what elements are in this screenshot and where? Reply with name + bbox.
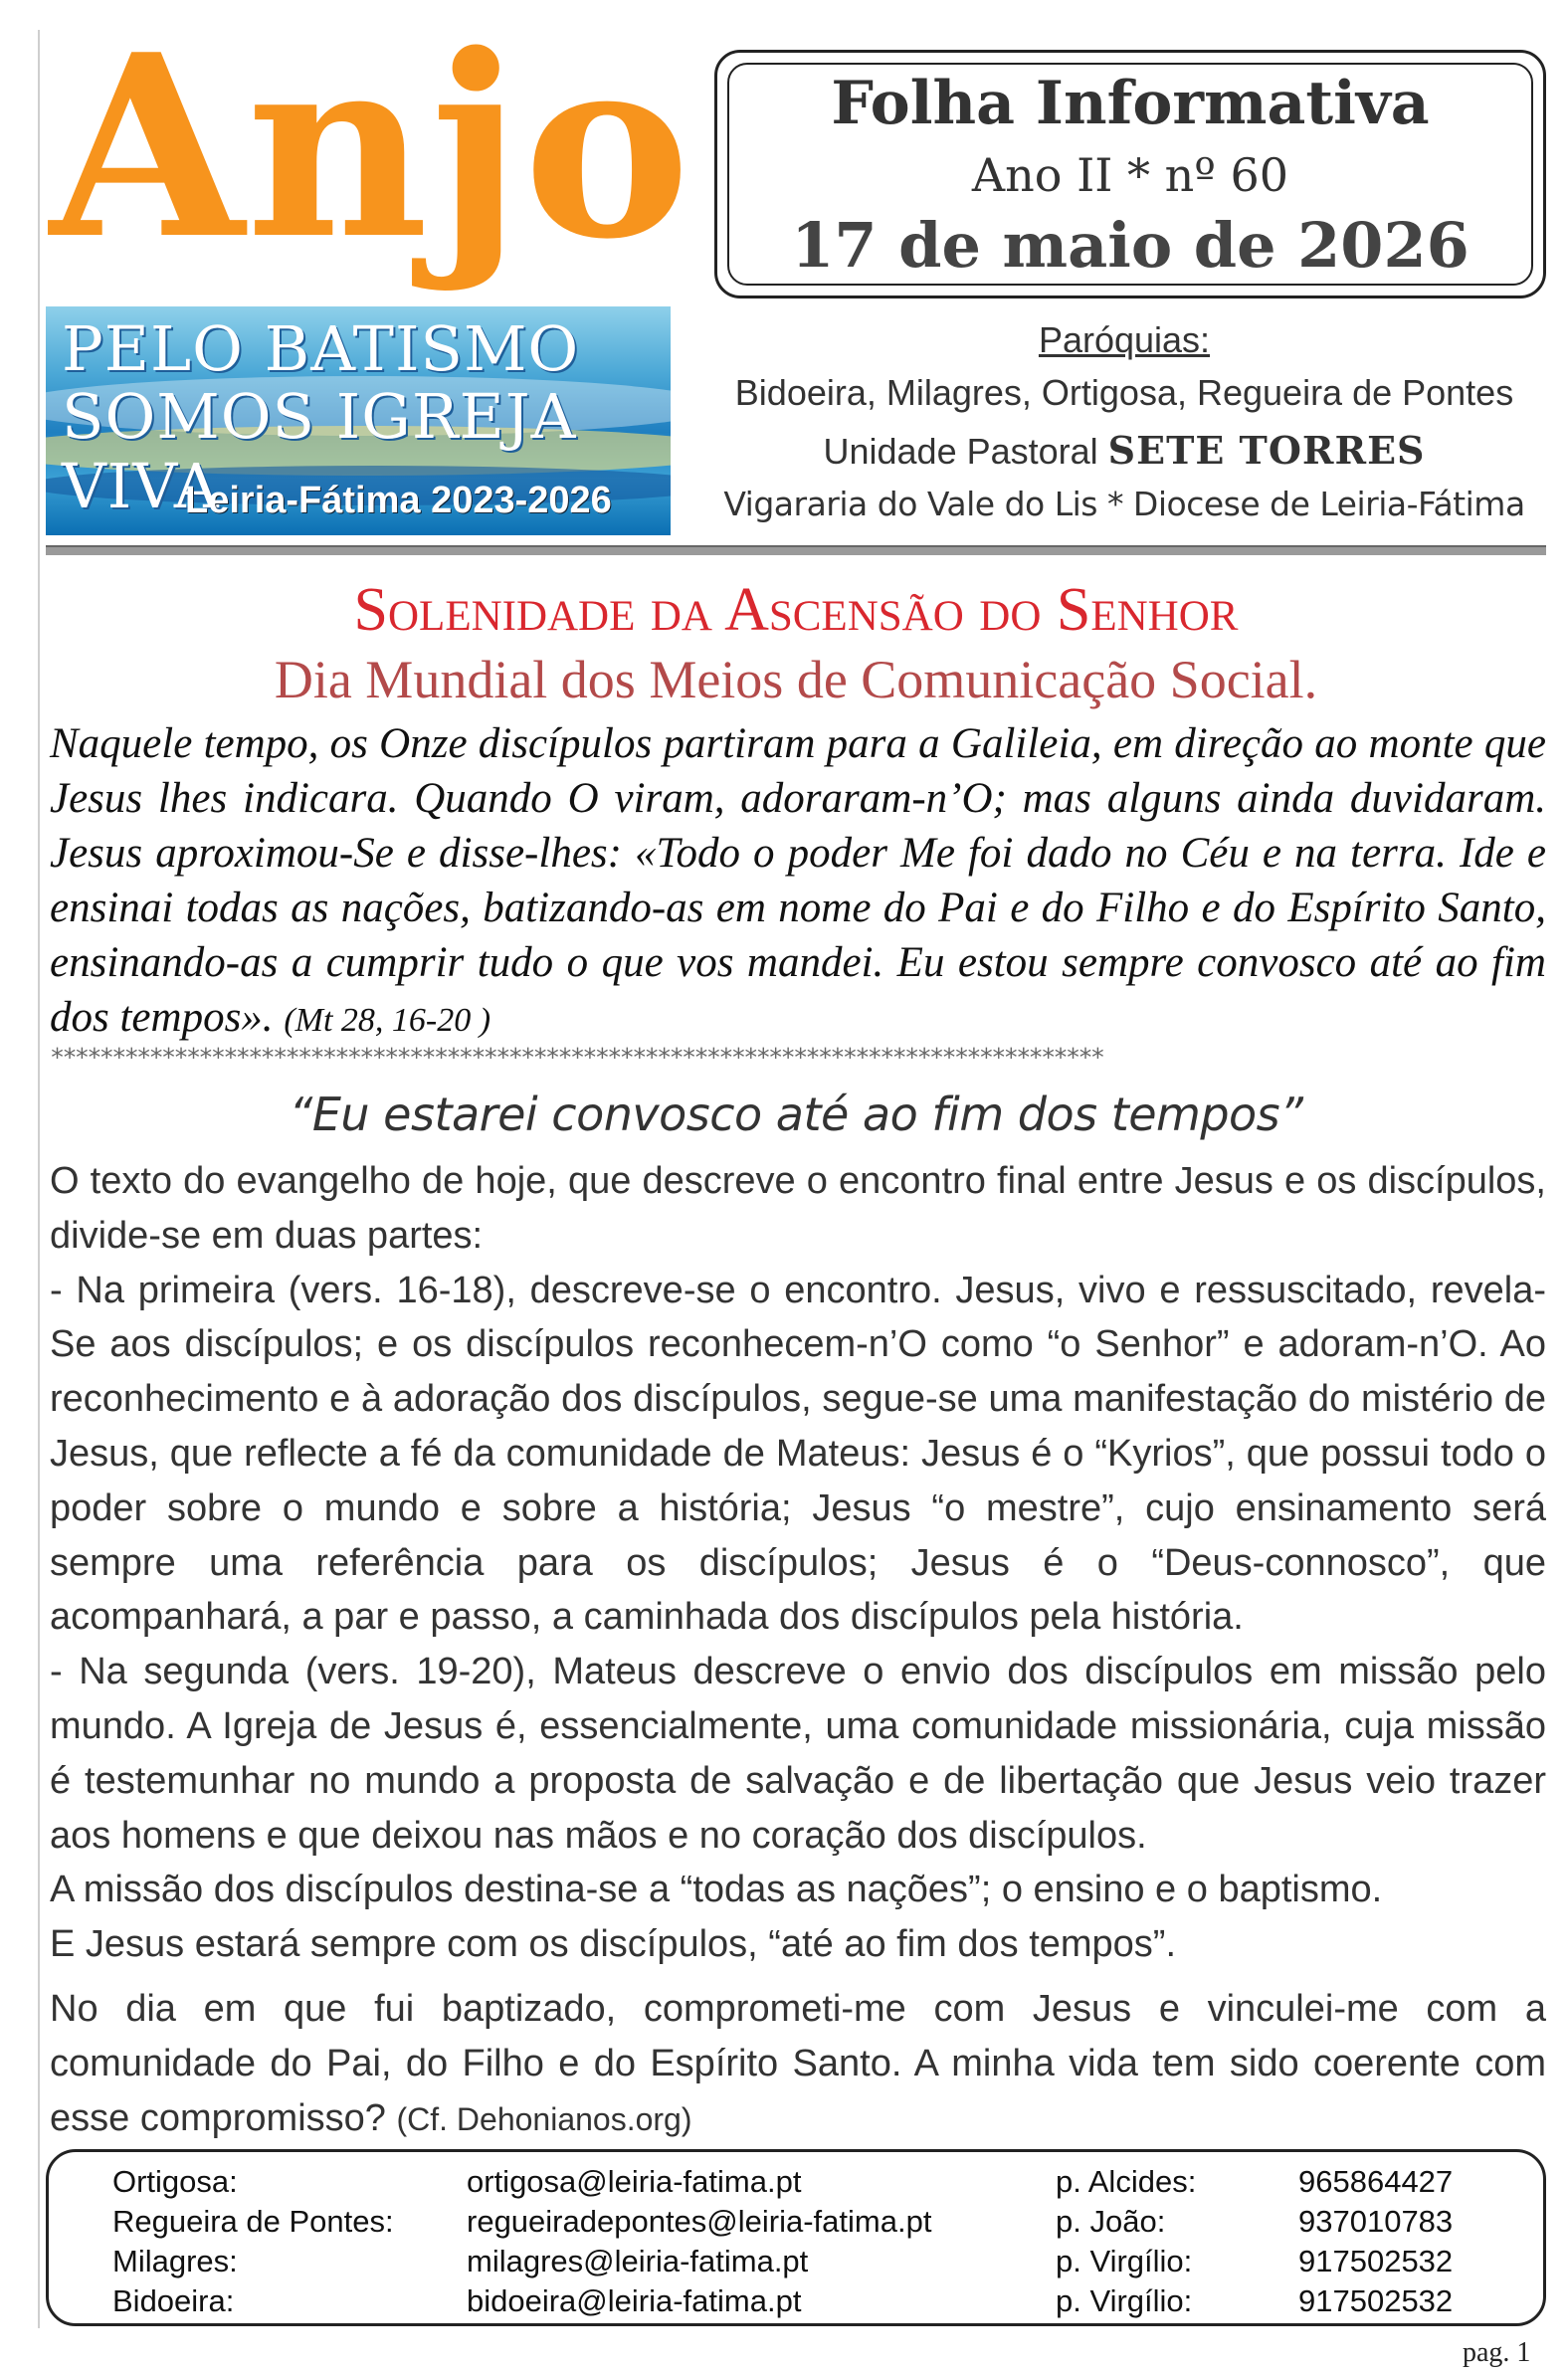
reflection-paragraph: E Jesus estará sempre com os discípulos, “até ao fim dos tempos”.	[50, 1923, 1177, 1966]
gospel-reference: (Mt 28, 16-20 )	[284, 1002, 491, 1039]
contact-phone: 917502532	[1298, 2244, 1454, 2278]
asterisk-separator: *************************************************************************************	[50, 1043, 1103, 1072]
banner-line-1: PELO BATISMO	[62, 312, 580, 385]
vicariate-diocese: Vigararia do Vale do Lis * Diocese de Leiria-Fátima	[723, 485, 1525, 523]
left-margin-rule	[38, 30, 40, 2328]
reflection-paragraph: - Na segunda (vers. 19-20), Mateus descreve o envio dos discípulos em missão pelo mundo. A Igreja de Jesus é, essencialmente, uma comunidade missionária, cuja missão é testemunhar no mundo a proposta de salvação e de libertação que Jesus veio trazer aos homens e que deixou nas mãos e no coração dos discípulos.	[50, 1651, 1546, 1857]
headline: Solenidade da Ascensão do Senhor	[353, 576, 1239, 644]
contact-priest: p. João:	[1056, 2204, 1166, 2239]
closing-question	[50, 1982, 1546, 2146]
contact-email[interactable]: bidoeira@leiria-fatima.pt	[467, 2283, 802, 2318]
reflection-body	[50, 1154, 1546, 1972]
contact-row	[49, 2242, 1549, 2281]
contact-email[interactable]: ortigosa@leiria-fatima.pt	[467, 2164, 802, 2199]
banner-line-2: SOMOS IGREJA VIVA	[62, 380, 577, 522]
contact-row	[49, 2162, 1549, 2202]
contact-row	[49, 2281, 1549, 2321]
contact-parish: Ortigosa:	[112, 2164, 238, 2199]
contact-priest: p. Alcides:	[1056, 2164, 1197, 2199]
contact-email[interactable]: regueiradepontes@leiria-fatima.pt	[467, 2204, 932, 2239]
reflection-title: “Eu estarei convosco até ao fim dos tempos”	[289, 1088, 1303, 1141]
subheadline: Dia Mundial dos Meios de Comunicação Social.	[274, 650, 1318, 709]
publication-label: Folha Informativa	[831, 69, 1430, 138]
contact-parish: Bidoeira:	[112, 2283, 235, 2318]
contact-row	[49, 2202, 1549, 2242]
closing-source: (Cf. Dehonianos.org)	[396, 2100, 692, 2137]
pastoral-unit-name: SETE TORRES	[1107, 428, 1426, 473]
reflection-paragraph: A missão dos discípulos destina-se a “todas as nações”; o ensino e o baptismo.	[50, 1869, 1383, 1911]
contacts-box	[46, 2149, 1546, 2326]
page-number: pag. 1	[1463, 2337, 1531, 2368]
contact-priest: p. Virgílio:	[1056, 2283, 1193, 2318]
reflection-paragraph: - Na primeira (vers. 16-18), descreve-se o encontro. Jesus, vivo e ressuscitado, revela-Se aos discípulos; e os discípulos reconhecem-n’O como “o Senhor” e adoram-n’O. Ao reconhecimento e à adoração dos discípulos, segue-se uma manifestação do mistério de Jesus, que reflecte a fé da comunidade de Mateus: Jesus é o “Kyrios”, que possui todo o poder sobre o mundo e sobre a história; Jesus “o mestre”, cujo ensinamento será sempre uma referência para os discípulos; Jesus é o “Deus-connosco”, que acompanhará, a par e passo, a caminhada dos discípulos pela história.	[50, 1269, 1546, 1639]
issue-number: Ano II * nº 60	[971, 148, 1289, 202]
gospel-passage	[50, 716, 1546, 1048]
contact-phone: 917502532	[1298, 2283, 1454, 2318]
parishes-label: Paróquias:	[1038, 319, 1211, 360]
contact-phone: 937010783	[1298, 2204, 1454, 2239]
jubilee-banner-image	[46, 306, 671, 535]
contact-phone: 965864427	[1298, 2164, 1454, 2199]
banner-line-3: Leiria-Fátima 2023-2026	[185, 480, 612, 521]
pastoral-unit-prefix: Unidade Pastoral	[823, 431, 1098, 472]
masthead-title: Anjo	[50, 0, 692, 295]
parishes-list: Bidoeira, Milagres, Ortigosa, Regueira de Pontes	[734, 372, 1514, 413]
reflection-paragraph: O texto do evangelho de hoje, que descreve o encontro final entre Jesus e os discípulos, divide-se em duas partes:	[50, 1160, 1546, 1257]
gospel-text: Naquele tempo, os Onze discípulos partiram para a Galileia, em direção ao monte que Jesus lhes indicara. Quando O viram, adoraram-n’O; mas alguns ainda duvidaram. Jesus aproximou-Se e disse-lhes: «Todo o poder Me foi dado no Céu e na terra. Ide e ensinai todas as nações, batizando-as em nome do Pai e do Filho e do Espírito Santo, ensinando-as a cumprir tudo o que vos mandei. Eu estou sempre convosco até ao fim dos tempos».	[50, 720, 1546, 1041]
closing-text: No dia em que fui baptizado, comprometi-me com Jesus e vinculei-me com a comunidade do Pai, do Filho e do Espírito Santo. A minha vida tem sido coerente com esse compromisso?	[50, 1988, 1546, 2139]
masthead-divider	[46, 545, 1546, 555]
issue-date: 17 de maio de 2026	[791, 209, 1470, 282]
contact-email[interactable]: milagres@leiria-fatima.pt	[467, 2244, 809, 2278]
contact-priest: p. Virgílio:	[1056, 2244, 1193, 2278]
contact-parish: Milagres:	[112, 2244, 238, 2278]
pastoral-unit	[686, 426, 1562, 477]
contact-parish: Regueira de Pontes:	[112, 2204, 394, 2239]
